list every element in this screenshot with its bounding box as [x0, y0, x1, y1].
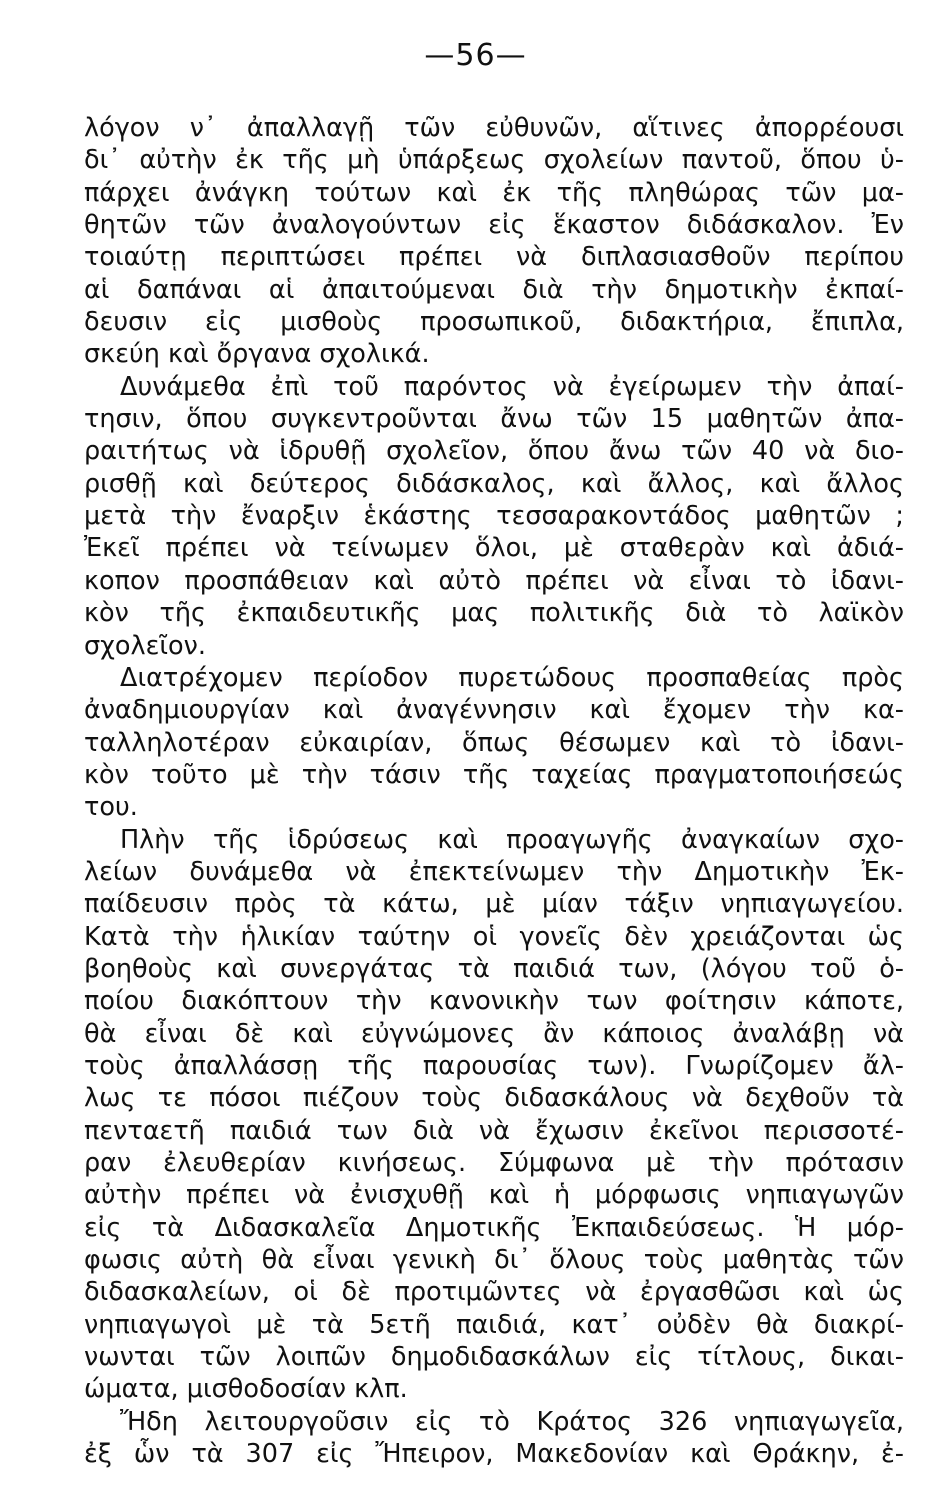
- text-line: ρισθῇ καὶ δεύτερος διδάσκαλος, καὶ ἄλλος, καὶ ἄλλος: [84, 468, 904, 499]
- text-line: αὐτὴν πρέπει νὰ ἐνισχυθῇ καὶ ἡ μόρφωσις νηπιαγωγῶν: [84, 1180, 904, 1211]
- text-line: ποίου διακόπτουν τὴν κανονικὴν των φοίτησιν κάποτε,: [84, 986, 904, 1017]
- text-line: κὸν τῆς ἐκπαιδευτικῆς μας πολιτικῆς διὰ τὸ λαϊκὸν: [84, 598, 904, 629]
- text-line: λόγον ν᾽ ἀπαλλαγῇ τῶν εὐθυνῶν, αἵτινες ἀπορρέουσι: [84, 113, 904, 143]
- text-line: θητῶν τῶν ἀναλογούντων εἰς ἕκαστον διδάσκαλον. Ἐν: [84, 210, 904, 241]
- text-line: Διατρέχομεν περίοδον πυρετώδους προσπαθείας πρὸς: [120, 662, 904, 693]
- text-line: λείων δυνάμεθα νὰ ἐπεκτείνωμεν τὴν Δημοτικὴν Ἐκ-: [84, 856, 904, 887]
- text-line: διδασκαλείων, οἱ δὲ προτιμῶντες νὰ ἐργασθῶσι καὶ ὡς: [84, 1277, 904, 1308]
- text-line: ἐξ ὧν τὰ 307 εἰς Ἤπειρον, Μακεδονίαν καὶ Θράκην, ἐ-: [84, 1439, 904, 1470]
- text-line: αἱ δαπάναι αἱ ἀπαιτούμεναι διὰ τὴν δημοτικὴν ἐκπαί-: [84, 274, 904, 305]
- text-line: τοὺς ἀπαλλάσσῃ τῆς παρουσίας των). Γνωρίζομεν ἄλ-: [84, 1050, 904, 1081]
- body-text: [84, 112, 904, 1470]
- text-line: τοιαύτῃ περιπτώσει πρέπει νὰ διπλασιασθοῦν περίπου: [84, 242, 904, 273]
- text-line: ώματα, μισθοδοσίαν κλπ.: [84, 1374, 408, 1405]
- text-line: δευσιν εἰς μισθοὺς προσωπικοῦ, διδακτήρια, ἔπιπλα,: [84, 307, 904, 338]
- text-line: φωσις αὐτὴ θὰ εἶναι γενικὴ δι᾽ ὅλους τοὺς μαθητὰς τῶν: [84, 1245, 904, 1276]
- text-line: σχολεῖον.: [84, 630, 206, 661]
- page-number: —56—: [424, 38, 527, 73]
- text-line: πενταετῆ παιδιά των διὰ νὰ ἔχωσιν ἐκεῖνοι περισσοτέ-: [84, 1115, 904, 1146]
- text-line: του.: [84, 792, 138, 823]
- text-line: κὸν τοῦτο μὲ τὴν τάσιν τῆς ταχείας πραγματοποιήσεώς: [84, 759, 904, 790]
- text-line: κοπον προσπάθειαν καὶ αὐτὸ πρέπει νὰ εἶναι τὸ ἰδανι-: [84, 565, 904, 596]
- text-line: δι᾽ αὐτὴν ἐκ τῆς μὴ ὑπάρξεως σχολείων παντοῦ, ὅπου ὑ-: [84, 145, 904, 176]
- text-line: ἀναδημιουργίαν καὶ ἀναγέννησιν καὶ ἔχομεν τὴν κα-: [84, 695, 904, 726]
- text-line: λως τε πόσοι πιέζουν τοὺς διδασκάλους νὰ δεχθοῦν τὰ: [84, 1083, 904, 1114]
- text-line: τησιν, ὅπου συγκεντροῦνται ἄνω τῶν 15 μαθητῶν ἀπα-: [84, 404, 904, 435]
- text-line: Πλὴν τῆς ἱδρύσεως καὶ προαγωγῆς ἀναγκαίων σχο-: [120, 824, 904, 855]
- text-line: Δυνάμεθα ἐπὶ τοῦ παρόντος νὰ ἐγείρωμεν τὴν ἀπαί-: [120, 371, 904, 402]
- text-line: Ἐκεῖ πρέπει νὰ τείνωμεν ὅλοι, μὲ σταθερὰν καὶ ἀδιά-: [84, 533, 904, 564]
- text-line: μετὰ τὴν ἔναρξιν ἑκάστης τεσσαρακοντάδος μαθητῶν ;: [84, 501, 904, 532]
- text-line: παίδευσιν πρὸς τὰ κάτω, μὲ μίαν τάξιν νηπιαγωγείου.: [84, 889, 904, 920]
- text-line: Κατὰ τὴν ἡλικίαν ταύτην οἱ γονεῖς δὲν χρειάζονται ὡς: [84, 921, 904, 952]
- text-line: βοηθοὺς καὶ συνεργάτας τὰ παιδιά των, (λόγου τοῦ ὁ-: [84, 953, 904, 984]
- text-line: πάρχει ἀνάγκη τούτων καὶ ἐκ τῆς πληθώρας τῶν μα-: [84, 177, 904, 208]
- text-line: ραν ἐλευθερίαν κινήσεως. Σύμφωνα μὲ τὴν πρότασιν: [84, 1148, 904, 1178]
- text-line: ταλληλοτέραν εὐκαιρίαν, ὅπως θέσωμεν καὶ τὸ ἰδανι-: [84, 727, 904, 758]
- text-line: θὰ εἶναι δὲ καὶ εὐγνώμονες ἂν κάποιος ἀναλάβῃ νὰ: [84, 1018, 904, 1049]
- text-line: Ἤδη λειτουργοῦσιν εἰς τὸ Κράτος 326 νηπιαγωγεῖα,: [120, 1406, 904, 1437]
- text-line: ραιτήτως νὰ ἱδρυθῇ σχολεῖον, ὅπου ἄνω τῶν 40 νὰ διο-: [84, 436, 904, 467]
- text-line: νηπιαγωγοὶ μὲ τὰ 5ετῆ παιδιά, κατ᾽ οὐδὲν θὰ διακρί-: [84, 1309, 904, 1340]
- text-line: σκεύη καὶ ὄργανα σχολικά.: [84, 339, 430, 370]
- text-line: εἰς τὰ Διδασκαλεῖα Δημοτικῆς Ἐκπαιδεύσεως. Ἡ μόρ-: [84, 1212, 904, 1243]
- text-line: νωνται τῶν λοιπῶν δημοδιδασκάλων εἰς τίτλους, δικαι-: [84, 1342, 904, 1373]
